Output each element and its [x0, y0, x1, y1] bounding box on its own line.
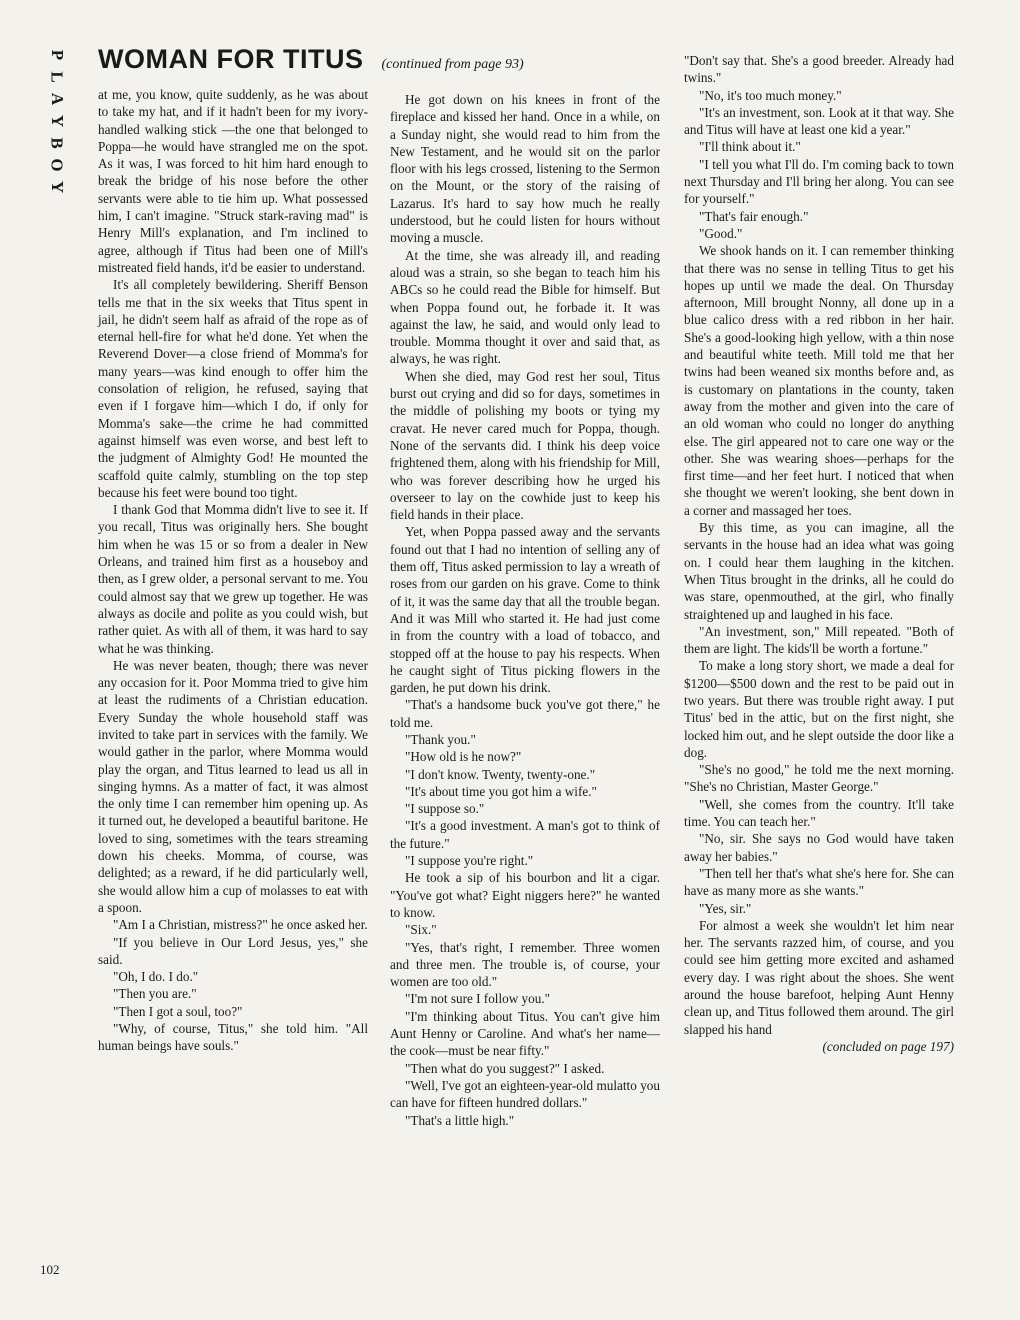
paragraph: "That's fair enough.": [699, 208, 809, 224]
masthead-letter: L: [48, 71, 67, 83]
paragraph: "It's an investment, son. Look at it that way. She and Titus will have at least one kid a year.": [684, 104, 954, 138]
paragraph: "She's no good," he told me the next morning. "She's no Christian, Master George.": [684, 762, 954, 795]
paragraph: "An investment, son," Mill repeated. "Both of them are light. The kids'll be worth a fortune.": [684, 623, 954, 657]
page-number: 102: [40, 1262, 60, 1277]
paragraph: "Well, I've got an eighteen-year-old mulatto you can have for fifteen hundred dollars.": [390, 1077, 660, 1111]
paragraph: "Don't say that. She's a good breeder. Already had twins.": [684, 53, 954, 86]
paragraph: "No, sir. She says no God would have taken away her babies.": [684, 831, 954, 864]
masthead-letter: P: [47, 49, 67, 61]
paragraph: To make a long story short, we made a deal for $1200—$500 down and the rest to be paid out in two years. But there was trouble right away. I put Titus' bed in the attic, but on the first night, she locked him out, and he slept outside the door like a dog.: [684, 658, 954, 760]
paragraph: "Then what do you suggest?" I asked.: [405, 1060, 605, 1076]
paragraph: "No, it's too much money.": [699, 87, 842, 103]
paragraph: For almost a week she wouldn't let him near her. The servants razzed him, of course, and you could see him getting more excited and ashamed every day. I was right about the shoes. She went around the house barefoot, helping Aunt Henny clean up, and Titus followed them around. The girl slapped his hand: [684, 917, 954, 1037]
concluded-note: (concluded on page 197): [822, 1038, 954, 1054]
paragraph: "I suppose you're right.": [405, 853, 534, 869]
text-column-2: [390, 91, 660, 1129]
paragraph: "That's a handsome buck you've got there," he told me.: [390, 697, 660, 730]
paragraph: When she died, may God rest her soul, Titus burst out crying and did so for days, sometimes in the middle of polishing my boots or tying my cravat. He never cared much for Poppa, though. None of the servants did. I think his deep voice frightened them, along with his friendship for Mill, who was forever describing how he urged his overseer to lay on the cowhide just to keep his field hands in their place.: [390, 368, 660, 523]
paragraph: "Good.": [699, 225, 743, 241]
text-column-1: [98, 86, 368, 1055]
masthead-letter: A: [48, 92, 67, 106]
paragraph: "How old is he now?": [405, 749, 522, 765]
paragraph: "Yes, sir.": [699, 900, 752, 916]
paragraph: "I don't know. Twenty, twenty-one.": [405, 766, 596, 782]
paragraph: "Then I got a soul, too?": [113, 1003, 243, 1019]
paragraph: I thank God that Momma didn't live to see it. If you recall, Titus was originally hers. She bought him when he was 15 or so from a dealer in New Orleans, and trained him first as a houseboy and then, as I grew older, a personal servant to me. You could almost say that we grew up together. He was always as docile and polite as you could wish, but rather quiet. As with all of them, it was hard to say what he was thinking.: [98, 502, 368, 656]
paragraph: at me, you know, quite suddenly, as he was about to take my hat, and if it hadn't been for my ivory-handled walking stick —the one that belonged to Poppa—he would have strangled me on the spot. As it was, I was forced to hit him hard enough to break the bridge of his nose before the other servants were able to tie him up. What possessed him, I can't imagine. "Struck stark-raving mad" is Henry Mill's explanation, and I'm inclined to agree, although if Titus had been one of Mill's mistreated field hands, it'd be easier to understand.: [98, 87, 368, 275]
article-title: WOMAN FOR TITUS: [98, 44, 364, 74]
masthead-letter: O: [47, 158, 67, 172]
paragraph: "I'm not sure I follow you.": [405, 991, 550, 1007]
paragraph: He took a sip of his bourbon and lit a cigar. "You've got what? Eight niggers here?" he wanted to know.: [390, 870, 660, 920]
paragraph: Yet, when Poppa passed away and the servants found out that I had no intention of selling any of them off, Titus asked permission to lay a wreath of roses from our garden on his grave. Come to think of it, it was the same day that all the trouble began. And it was Mill who started it. He had just come in from the country with a load of tobacco, and stopped off at the house to pay his respects. When he caught sight of Titus picking flowers in the garden, he put down his drink.: [390, 524, 660, 696]
paragraph: "Oh, I do. I do.": [113, 969, 199, 985]
paragraph: "Thank you.": [405, 731, 476, 747]
magazine-masthead: [40, 44, 74, 198]
masthead-letter: Y: [48, 114, 67, 128]
paragraph: "I tell you what I'll do. I'm coming back to town next Thursday and I'll bring her along. You can see for yourself.": [684, 156, 954, 207]
paragraph: "Well, she comes from the country. It'll take time. You can teach her.": [684, 796, 954, 830]
paragraph: "I'll think about it.": [699, 139, 801, 155]
paragraph: "Yes, that's right, I remember. Three women and three men. The trouble is, of course, your women are too old.": [390, 939, 660, 990]
paragraph: "It's a good investment. A man's got to think of the future.": [390, 818, 660, 851]
paragraph: "I'm thinking about Titus. You can't give him Aunt Henny or Caroline. And what's her name—the cook—must be near fifty.": [390, 1008, 660, 1059]
paragraph: "It's about time you got him a wife.": [405, 783, 597, 799]
paragraph: "Then tell her that's what she's here for. She can have as many more as she wants.": [684, 865, 954, 899]
paragraph: At the time, she was already ill, and reading aloud was a strain, so she began to teach him his ABCs so he could read the Bible for himself. But when Poppa found out, he forbade it. It was against the law, he said, and would only lead to trouble. Momma thought it over and said that, as always, he was right.: [390, 247, 660, 367]
paragraph: He was never beaten, though; there was never any occasion for it. Poor Momma tried to give him at least the rudiments of a Christian education. Every Sunday the whole household staff was invited to take part in services with the family. We would gather in the parlor, where Momma would play the organ, and Titus learned to lead us all in singing hymns. As a matter of fact, it was almost the only time I can remember him opening up. As it turned out, he developed a beautiful baritone. He loved to sing, sometimes with the tears streaming down his cheeks. Momma, of course, was delighted; as a reward, if he did particularly well, she would allow him a cup of molasses to eat with a spoon.: [98, 657, 368, 915]
paragraph: "Then you are.": [113, 986, 197, 1002]
text-column-3: [684, 52, 954, 1055]
paragraph: It's all completely bewildering. Sheriff Benson tells me that in the six weeks that Titus spent in jail, he didn't seem half as afraid of the rope as of eternal hell-fire for what he'd done. Yet when the Reverend Dover—a close friend of Momma's for many years—was kind enough to offer him the consolation of religion, he refused, saying that even if I forgave him—which I do, if only for Momma's sake—the crime he had committed against himself was even worse, and best left to the judgment of Almighty God! He mounted the scaffold quite calmly, stumbling on the top step because his feet were bound too tight.: [98, 277, 368, 500]
paragraph: "If you believe in Our Lord Jesus, yes," she said.: [98, 934, 368, 967]
paragraph: "Six.": [405, 922, 437, 938]
continued-note: (continued from page 93): [381, 57, 524, 72]
masthead-letter: Y: [48, 180, 67, 194]
paragraph: He got down on his knees in front of the fireplace and kissed her hand. Once in a while, on a Sunday night, she would read to him from the New Testament, and he would sit on the parlor floor with his legs crossed, listening to the Sermon on the Mount, or the story of the raising of Lazarus. It's hard to say how much he really understood, but he could listen for hours without moving a muscle.: [390, 92, 660, 246]
paragraph: We shook hands on it. I can remember thinking that there was no sense in telling Titus to get his hopes up until we made the deal. On Thursday afternoon, Mill brought Nonny, all done up in a blue calico dress with a red ribbon in her hair. She's a good-looking high yellow, with a thin nose and beautiful white teeth. Mill told me that her twins had been weaned six months before and, as is customary on plantations in the county, taken away from the mother and given into the care of an old woman who could no longer do anything else. The girl appeared not to care one way or the other. She was wearing shoes—perhaps for the first time—and her feet hurt. I noticed that when she thought we weren't looking, she bent down in a corner and massaged her toes.: [684, 243, 954, 518]
paragraph: "Why, of course, Titus," she told him. "All human beings have souls.": [98, 1021, 368, 1054]
paragraph: "That's a little high.": [405, 1112, 515, 1128]
paragraph: "Am I a Christian, mistress?" he once asked her.: [113, 917, 368, 933]
paragraph: By this time, as you can imagine, all the servants in the house had an idea what was going on. I could hear them laughing in the kitchen. When Titus brought in the drinks, all he could do was stare, openmouthed, at the girl, who finally straightened up and laughed in his face.: [684, 520, 954, 622]
paragraph: "I suppose so.": [405, 801, 485, 817]
masthead-letter: B: [48, 137, 67, 149]
